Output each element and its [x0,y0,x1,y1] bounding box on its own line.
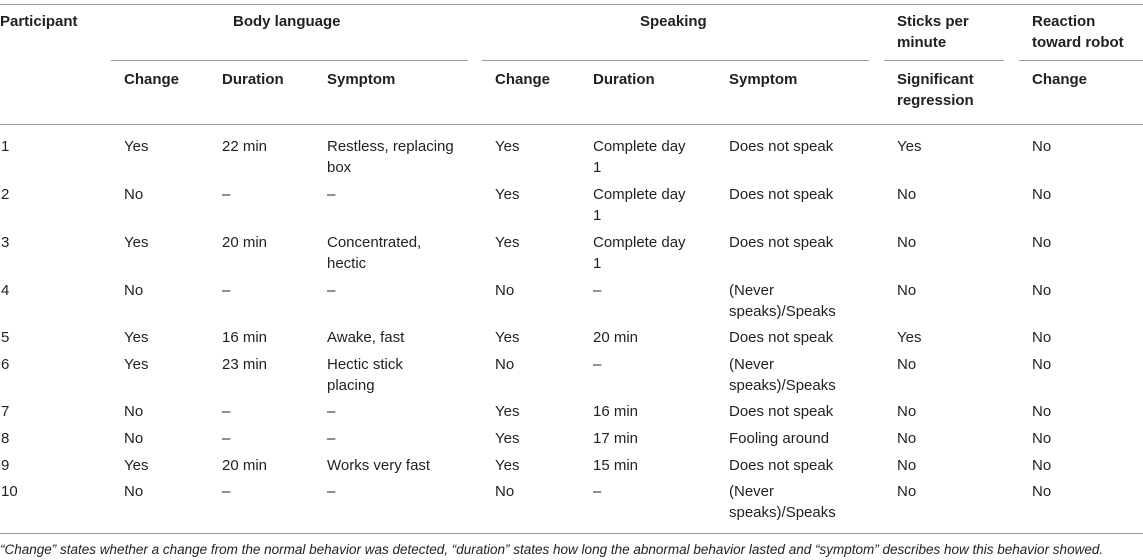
cell-participant: 10 [1,483,18,500]
cell-bl-symptom: – [327,186,336,203]
cell-sp-change: Yes [495,430,520,447]
subheader-sp-duration: Duration [593,71,655,88]
cell-bl-duration: – [222,403,231,420]
cell-bl-symptom: Works very fast [327,457,431,474]
cell-reaction-change: No [1032,186,1052,203]
cell-sticks-regression: No [897,282,917,299]
cell-sp-change: Yes [495,329,520,346]
cell-bl-symptom: placing [327,377,375,394]
cell-bl-change: Yes [124,457,149,474]
cell-reaction-change: No [1032,430,1052,447]
cell-bl-symptom: – [327,403,336,420]
subheader-bl-symptom: Symptom [327,71,396,88]
subheader-bl-change: Change [124,71,180,88]
cell-bl-symptom: Restless, replacing [327,138,454,155]
cell-sp-change: No [495,282,515,299]
cell-participant: 2 [1,186,10,203]
cell-bl-change: No [124,282,144,299]
cell-sp-duration: – [593,483,602,500]
cell-participant: 3 [1,234,10,251]
cell-sp-symptom: Does not speak [729,329,834,346]
cell-bl-duration: 20 min [222,457,268,474]
cell-bl-change: No [124,430,144,447]
cell-sp-duration: 1 [593,255,602,272]
cell-sticks-regression: No [897,457,917,474]
cell-sp-duration: 1 [593,207,602,224]
cell-sticks-regression: No [897,403,917,420]
cell-sp-change: Yes [495,186,520,203]
cell-bl-duration: – [222,483,231,500]
cell-sticks-regression: No [897,483,917,500]
cell-bl-duration: 16 min [222,329,268,346]
cell-sticks-regression: No [897,356,917,373]
header-body-language: Body language [233,13,341,30]
table-bottom-rule [0,533,1143,534]
cell-sp-change: Yes [495,138,520,155]
cell-participant: 8 [1,430,10,447]
cell-sp-change: Yes [495,403,520,420]
cell-bl-change: No [124,186,144,203]
cell-bl-change: No [124,403,144,420]
subheader-reaction-change: Change [1032,71,1088,88]
cell-participant: 1 [1,138,10,155]
cell-participant: 4 [1,282,10,299]
cell-participant: 5 [1,329,10,346]
cell-sp-duration: – [593,282,602,299]
cell-sp-symptom: speaks)/Speaks [729,377,836,394]
cell-participant: 9 [1,457,10,474]
header-participant: Participant [0,13,78,30]
cell-reaction-change: No [1032,483,1052,500]
cell-reaction-change: No [1032,356,1052,373]
subheader-sp-symptom: Symptom [729,71,798,88]
cell-sp-symptom: speaks)/Speaks [729,504,836,521]
cell-bl-duration: 20 min [222,234,268,251]
cell-sp-duration: Complete day [593,186,686,203]
cell-sticks-regression: No [897,430,917,447]
cell-bl-symptom: – [327,282,336,299]
cell-bl-duration: – [222,430,231,447]
subheader-significant-line1: Significant [897,71,974,88]
table-footnote: “Change” states whether a change from the normal behavior was detected, “duration” states how long the abnormal behavior lasted and “symptom” describes how this behavior showed. [0,542,1104,557]
reaction-group-rule [1019,60,1143,61]
cell-sp-symptom: Does not speak [729,138,834,155]
cell-bl-duration: – [222,186,231,203]
cell-bl-symptom: box [327,159,352,176]
cell-reaction-change: No [1032,234,1052,251]
cell-sp-change: Yes [495,234,520,251]
cell-bl-symptom: Hectic stick [327,356,403,373]
cell-bl-change: Yes [124,356,149,373]
cell-bl-duration: 23 min [222,356,268,373]
cell-sp-duration: 16 min [593,403,639,420]
cell-bl-symptom: – [327,483,336,500]
sticks-group-rule [884,60,1004,61]
cell-sp-duration: 20 min [593,329,639,346]
cell-sp-duration: – [593,356,602,373]
cell-reaction-change: No [1032,329,1052,346]
cell-reaction-change: No [1032,138,1052,155]
cell-sp-symptom: Does not speak [729,457,834,474]
cell-sp-symptom: Does not speak [729,403,834,420]
cell-sp-change: No [495,483,515,500]
cell-participant: 7 [1,403,10,420]
cell-sp-symptom: Fooling around [729,430,830,447]
cell-bl-change: Yes [124,234,149,251]
subheader-bl-duration: Duration [222,71,284,88]
cell-sp-duration: 17 min [593,430,639,447]
cell-bl-change: Yes [124,138,149,155]
cell-sp-symptom: (Never [729,483,775,500]
cell-bl-change: Yes [124,329,149,346]
header-speaking: Speaking [640,13,707,30]
cell-reaction-change: No [1032,282,1052,299]
cell-sp-symptom: (Never [729,282,775,299]
header-bottom-rule [0,124,1143,125]
cell-sticks-regression: Yes [897,329,922,346]
body-language-group-rule [111,60,468,61]
speaking-group-rule [482,60,869,61]
cell-bl-symptom: Awake, fast [327,329,405,346]
cell-sp-symptom: speaks)/Speaks [729,303,836,320]
header-sticks-per-minute-line2: minute [897,34,947,51]
subheader-sp-change: Change [495,71,551,88]
cell-sp-duration: 15 min [593,457,639,474]
cell-sp-symptom: (Never [729,356,775,373]
cell-sticks-regression: No [897,186,917,203]
cell-sticks-regression: No [897,234,917,251]
cell-sp-duration: 1 [593,159,602,176]
cell-sticks-regression: Yes [897,138,922,155]
cell-reaction-change: No [1032,403,1052,420]
cell-reaction-change: No [1032,457,1052,474]
cell-sp-duration: Complete day [593,138,686,155]
cell-sp-change: No [495,356,515,373]
cell-bl-duration: 22 min [222,138,268,155]
table-top-rule [0,4,1143,5]
cell-sp-symptom: Does not speak [729,186,834,203]
cell-bl-change: No [124,483,144,500]
cell-sp-duration: Complete day [593,234,686,251]
header-reaction-line2: toward robot [1032,34,1124,51]
cell-bl-symptom: hectic [327,255,367,272]
cell-bl-symptom: Concentrated, [327,234,422,251]
subheader-significant-line2: regression [897,92,974,109]
cell-sp-change: Yes [495,457,520,474]
header-sticks-per-minute-line1: Sticks per [897,13,969,30]
cell-sp-symptom: Does not speak [729,234,834,251]
header-reaction-line1: Reaction [1032,13,1096,30]
cell-bl-symptom: – [327,430,336,447]
cell-bl-duration: – [222,282,231,299]
cell-participant: 6 [1,356,10,373]
